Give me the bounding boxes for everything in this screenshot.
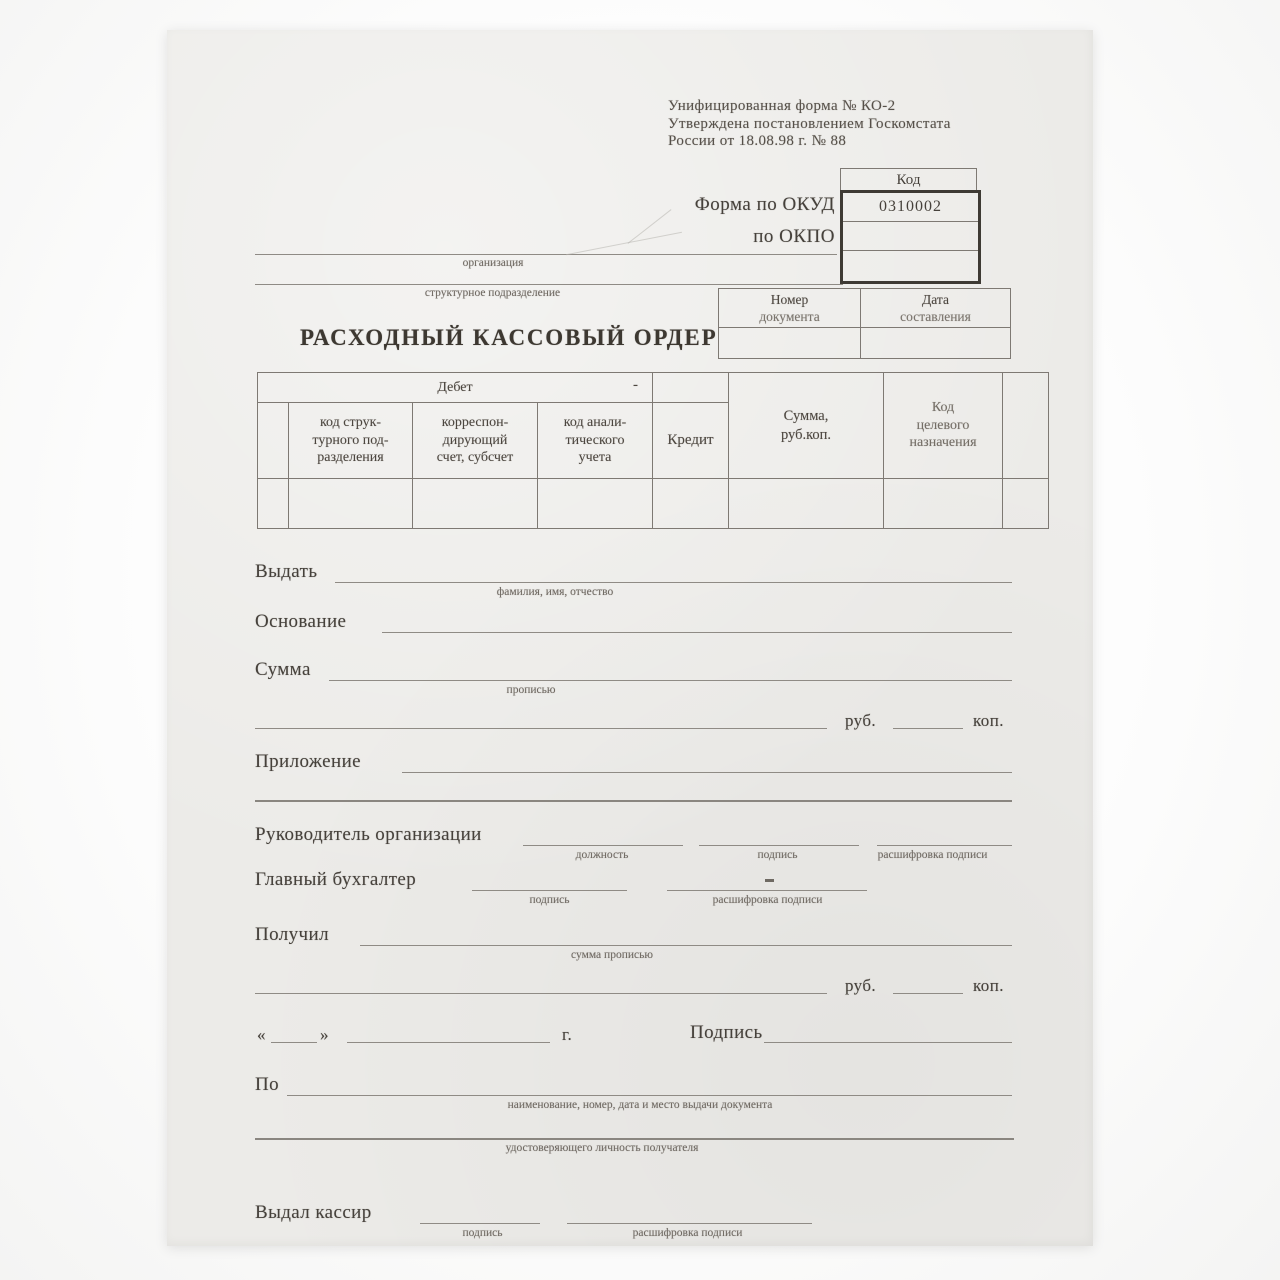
summa-label: Сумма: [255, 659, 311, 680]
osnovanie-fill-line: [382, 632, 1012, 633]
kop-label: коп.: [973, 711, 1004, 730]
table-data-cell: [258, 479, 289, 529]
osnovanie-label: Основание: [255, 611, 347, 632]
rukovoditel-rasshifrovka-caption: расшифровка подписи: [877, 849, 988, 861]
glavbuh-rasshifrovka-fill-line: [667, 890, 867, 891]
doc-number-header: Номер документа: [719, 289, 861, 328]
rukovoditel-podpis-fill-line: [699, 845, 859, 846]
identity-caption: удостоверяющего личность получателя: [505, 1142, 699, 1154]
rub-fill-line: [255, 728, 827, 729]
fio-caption: фамилия, имя, отчество: [496, 586, 614, 598]
prilozhenie-label: Приложение: [255, 751, 361, 772]
debit-header-cell: Дебет -: [258, 373, 653, 403]
poluchil-label: Получил: [255, 924, 329, 945]
identity-fill-line: [255, 1138, 1014, 1140]
table-data-cell: [413, 479, 538, 529]
glavbuh-label: Главный бухгалтер: [255, 869, 417, 890]
kassir-rasshifrovka-caption: расшифровка подписи: [632, 1227, 743, 1239]
po-label: По: [255, 1074, 280, 1095]
approval-note: [668, 98, 951, 151]
approval-line-3: России от 18.08.98 г. № 88: [668, 133, 847, 149]
code-box: [840, 190, 981, 284]
kassir-rasshifrovka-fill-line: [567, 1223, 812, 1224]
code-box-header: Код: [840, 168, 977, 192]
empty-code-cell: [843, 251, 978, 279]
glavbuh-rasshifrovka-caption: расшифровка подписи: [712, 894, 823, 906]
organization-caption: организация: [462, 257, 524, 269]
summa-fill-line: [329, 680, 1012, 681]
approval-line-2: Утверждена постановлением Госкомстата: [668, 115, 951, 132]
subdivision-line: [255, 284, 843, 285]
table-data-cell: [289, 479, 413, 529]
doc-number-cell: [719, 328, 861, 359]
close-quote: »: [320, 1025, 329, 1044]
glavbuh-podpis-caption: подпись: [529, 894, 570, 906]
dolzhnost-caption: должность: [575, 849, 629, 861]
okpo-code-cell: [843, 222, 978, 251]
glavbuh-podpis-fill-line: [472, 890, 627, 891]
accounting-table: [257, 372, 1049, 529]
table-data-cell: [653, 479, 729, 529]
kassir-podpis-caption: подпись: [462, 1227, 503, 1239]
prilozhenie-fill-line-2: [255, 800, 1012, 802]
dolzhnost-fill-line: [523, 845, 683, 846]
rukovoditel-podpis-caption: подпись: [757, 849, 798, 861]
paper: [167, 30, 1093, 1246]
rukovoditel-label: Руководитель организации: [255, 824, 482, 845]
form-title: РАСХОДНЫЙ КАССОВЫЙ ОРДЕР: [300, 325, 718, 350]
kassir-podpis-fill-line: [420, 1223, 540, 1224]
okud-code-cell: 0310002: [843, 193, 978, 222]
rukovoditel-rasshifrovka-fill-line: [877, 845, 1012, 846]
podpis-fill-line: [764, 1042, 1012, 1043]
kop-label-2: коп.: [973, 976, 1004, 995]
organization-line: [255, 254, 837, 255]
spare-header-cell: [1003, 373, 1049, 479]
table-data-cell: [884, 479, 1003, 529]
table-data-cell: [538, 479, 653, 529]
table-data-cell: [729, 479, 884, 529]
narrow-header-cell: [258, 403, 289, 479]
table-data-cell: [1003, 479, 1049, 529]
year-label: г.: [562, 1025, 573, 1044]
po-fill-line: [287, 1095, 1012, 1096]
rub-label-2: руб.: [845, 976, 877, 995]
dash-mark: -: [633, 377, 638, 393]
purpose-header-cell: Код целевого назначения: [884, 373, 1003, 479]
kop-fill-line: [893, 728, 963, 729]
ink-mark-artifact: [765, 879, 774, 882]
open-quote: «: [257, 1025, 266, 1044]
doc-date-header: Дата составления: [861, 289, 1011, 328]
corresponding-account-header-cell: корреспон- дирующий счет, субсчет: [413, 403, 538, 479]
rub-label: руб.: [845, 711, 877, 730]
propisyu-caption: прописью: [506, 684, 556, 696]
summa-propisyu-caption: сумма прописью: [571, 949, 653, 961]
doc-number-table: [718, 288, 1011, 359]
okud-label: Форма по ОКУД: [694, 194, 835, 215]
credit-header-cell: Кредит: [653, 403, 729, 479]
prilozhenie-fill-line: [402, 772, 1012, 773]
day-fill-line: [271, 1042, 317, 1043]
rub-fill-line-2: [255, 993, 827, 994]
document-info-caption: наименование, номер, дата и место выдачи документа: [507, 1099, 773, 1111]
approval-line-1: Унифицированная форма № КО-2: [668, 98, 896, 114]
podpis-label: Подпись: [690, 1022, 763, 1043]
sum-header-cell: Сумма, руб.коп.: [729, 373, 884, 479]
analytic-code-header-cell: код анали- тического учета: [538, 403, 653, 479]
subdivision-caption: структурное подразделение: [424, 287, 561, 299]
month-fill-line: [347, 1042, 550, 1043]
credit-top-cell: [653, 373, 729, 403]
unit-code-header-cell: код струк- турного под- разделения: [289, 403, 413, 479]
vydat-fill-line: [335, 582, 1012, 583]
vydat-label: Выдать: [255, 561, 318, 582]
okpo-label: по ОКПО: [753, 226, 835, 247]
kop-fill-line-2: [893, 993, 963, 994]
poluchil-fill-line: [360, 945, 1012, 946]
vydal-kassir-label: Выдал кассир: [255, 1202, 372, 1223]
doc-date-cell: [861, 328, 1011, 359]
